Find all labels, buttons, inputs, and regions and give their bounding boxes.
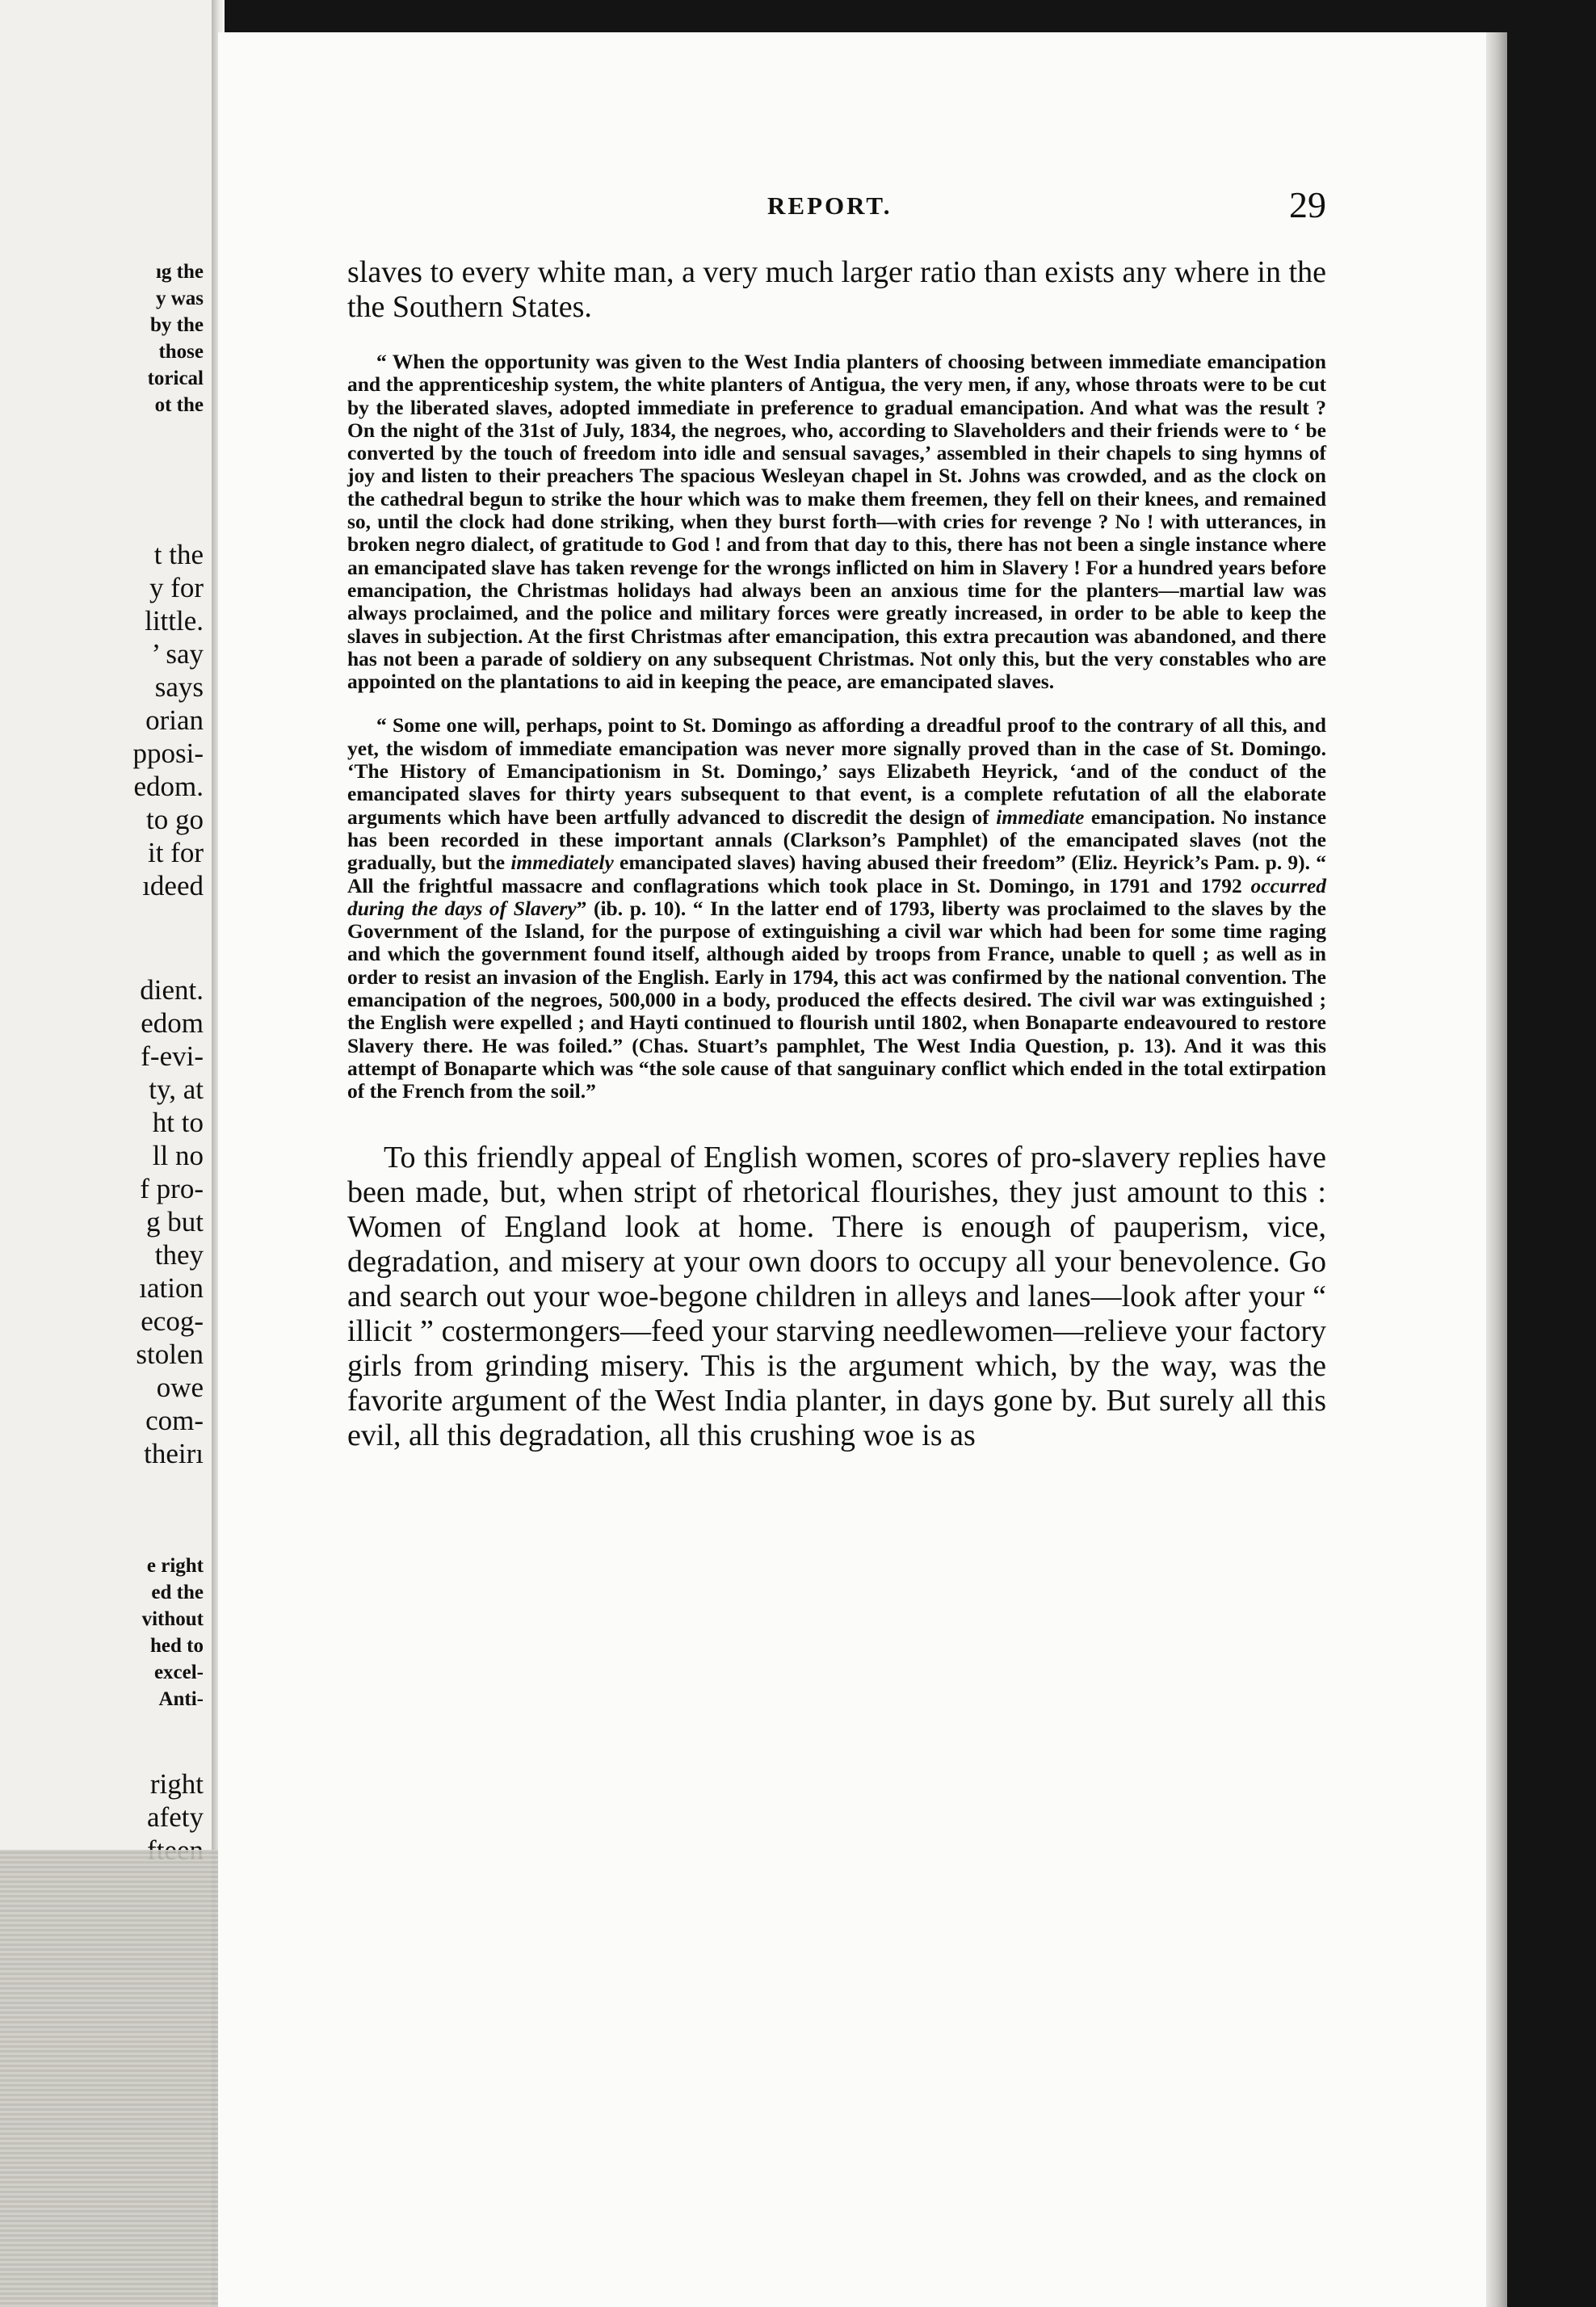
body-paragraph: slaves to every white man, a very much larger ratio than exists any where in the the Southern States. <box>347 255 1326 324</box>
left-page-fragment: ecog- <box>141 1305 204 1337</box>
left-page-fragment: torical <box>147 368 204 389</box>
left-page-fragment: it for <box>147 837 204 868</box>
left-page-fragment: afety <box>147 1801 204 1833</box>
page-header <box>347 184 1326 229</box>
left-page-fragment: Anti- <box>158 1688 204 1710</box>
left-page-fragment: ıation <box>139 1272 204 1304</box>
quote-text: emancipation. No instance has been recorded in these important annals (Clarkson’s Pamphlet) of the emancipated slaves (not the gradually, but the <box>347 805 1327 875</box>
italic-text: immediately <box>510 851 614 875</box>
body-paragraph: To this friendly appeal of English women, scores of pro-slavery replies have been made, but, when stript of rhetorical flourishes, they just amount to this : Women of England look at home. There is enough of pauperism, vice, degradation, and misery at your own doors to occupy all your benevolence. Go and search out your woe-begone children in alleys and lanes—look after your “ illicit ” costermongers—feed your starving needlewomen—relieve your factory girls from grinding misery. This is the argument which, by the way, was the favorite argument of the West India planter, in days gone by. But surely all this evil, all this degradation, all this crushing woe is as <box>347 1140 1326 1452</box>
left-page-fragment: pposi- <box>132 737 204 769</box>
left-page-fragment: ıg the <box>155 261 204 283</box>
left-page-fragment: they <box>154 1239 204 1271</box>
left-page-fragment: g but <box>146 1206 204 1238</box>
italic-text: occurred during the days of Slavery <box>347 873 1327 920</box>
left-page-fragment: t the <box>153 539 204 570</box>
left-page-fragment: orian <box>145 704 204 736</box>
text-block <box>347 255 1326 1453</box>
left-page-fragment: right <box>149 1768 204 1800</box>
left-page-fragment: says <box>154 671 204 703</box>
page-number: 29 <box>1289 184 1326 225</box>
left-page-fragment: f pro- <box>140 1173 204 1204</box>
left-page-fragment: com- <box>145 1405 204 1436</box>
left-page-fragment: hed to <box>150 1635 204 1657</box>
running-head: REPORT. <box>767 191 892 220</box>
left-page-fragment: stolen <box>136 1338 204 1370</box>
left-page-fragment: ht to <box>152 1107 204 1138</box>
left-page-fragment: theirı <box>144 1438 204 1469</box>
left-page-fragment: vithout <box>141 1608 204 1630</box>
left-page-fragment: ll no <box>152 1140 204 1171</box>
left-page-fragment: excel- <box>153 1662 204 1683</box>
left-page-fragment: edom. <box>133 771 204 802</box>
left-page-fragment: ed the <box>151 1582 204 1603</box>
left-page-fragment: to go <box>146 804 204 835</box>
left-page-fragment: f-evi- <box>141 1040 204 1072</box>
left-page-fragment: edom <box>141 1007 204 1039</box>
left-page-fragment: those <box>158 341 204 363</box>
left-page-fragment: ot the <box>154 394 204 416</box>
left-page-fragment: by the <box>150 314 204 336</box>
page-edge <box>1486 32 1507 2307</box>
left-page-fragment: ıdeed <box>142 870 204 901</box>
left-page-fragment: ty, at <box>149 1074 204 1105</box>
quote-text: “ Some one will, perhaps, point to St. Domingo as affording a dreadful proof to the contrary of all this, and yet, the wisdom of immediate emancipation was never more signally proved than in the case of St. Domingo. ‘The History of Emancipationism in St. Domingo,’ says Elizabeth Heyrick, ‘and of the conduct of the emancipated slaves for thirty years subsequent to that event, is a complete refutation of all the elaborate arguments which have been artfully advanced to discredit the design of <box>347 713 1326 829</box>
left-page-fragment: owe <box>156 1372 204 1403</box>
italic-text: immediate <box>996 805 1085 829</box>
left-page-fragment: y for <box>149 572 204 603</box>
left-page-fragment: dient. <box>140 974 204 1006</box>
left-page-fragment: little. <box>145 605 204 637</box>
left-page-fragment: y was <box>155 288 204 309</box>
left-page-fragment: ’ say <box>151 638 204 670</box>
quote-text: ” (ib. p. 10). “ In the latter end of 1793, liberty was proclaimed to the slaves by the Government of the Island, for the purpose of extinguishing a civil war which had been for some time raging and which the government found itself, although aided by troops from France, unable to quell ; as well as in order to resist an invasion of the English. Early in 1794, this act was confirmed by the national convention. The emancipation of the negroes, 500,000 in a body, produced the effects desired. The civil war was extinguished ; the English were expelled ; and Hayti continued to flourish until 1802, when Bonaparte endeavoured to restore Slavery there. He was foiled.” (Chas. Stuart’s pamphlet, The West India Question, p. 13). And it was this attempt of Bonaparte which was “the sole cause of that sanguinary conflict which ended in the total extirpation of the French from the soil.” <box>347 896 1326 1103</box>
block-quote: “ When the opportunity was given to the West India planters of choosing between immediate emancipation and the apprenticeship system, the white planters of Antigua, the very men, if any, whose throats were to be cut by the liberated slaves, adopted immediate in preference to gradual emancipation. And what was the result ? On the night of the 31st of July, 1834, the negroes, who, according to Slaveholders and their friends were to ‘ be converted by the touch of freedom into idle and sensual savages,’ assembled in their chapels to sing hymns of joy and listen to their preachers The spacious Wesleyan chapel in St. Johns was crowded, and as the clock on the cathedral begun to strike the hour which was to make them freemen, they fell on their knees, and remained so, until the clock had done striking, when they burst forth—with cries for revenge ? No ! with utterances, in broken negro dialect, of gratitude to God ! and from that day to this, there has not been a single instance where an emancipated slave has taken revenge for the wrongs inflicted on him in Slavery ! For a hundred years before emancipation, the Christmas holidays had always been an anxious time for the planters—martial law was always proclaimed, and the police and military forces were greatly increased, in order to be able to keep the slaves in subjection. At the first Christmas after emancipation, this extra precaution was abandoned, and there has not been a parade of soldiery on any subsequent Christmas. Not only this, but the very constables who are appointed on the plantations to aid in keeping the peace, are emancipated slaves. <box>347 350 1326 694</box>
block-quote <box>347 714 1326 1103</box>
left-page-fragment: e right <box>146 1555 204 1577</box>
quote-text: emancipated slaves) having abused their freedom” (Eliz. Heyrick’s Pam. p. 9). “ All the frightful massacre and conflagrations which took place in St. Domingo, in 1791 and 1792 <box>347 851 1326 897</box>
